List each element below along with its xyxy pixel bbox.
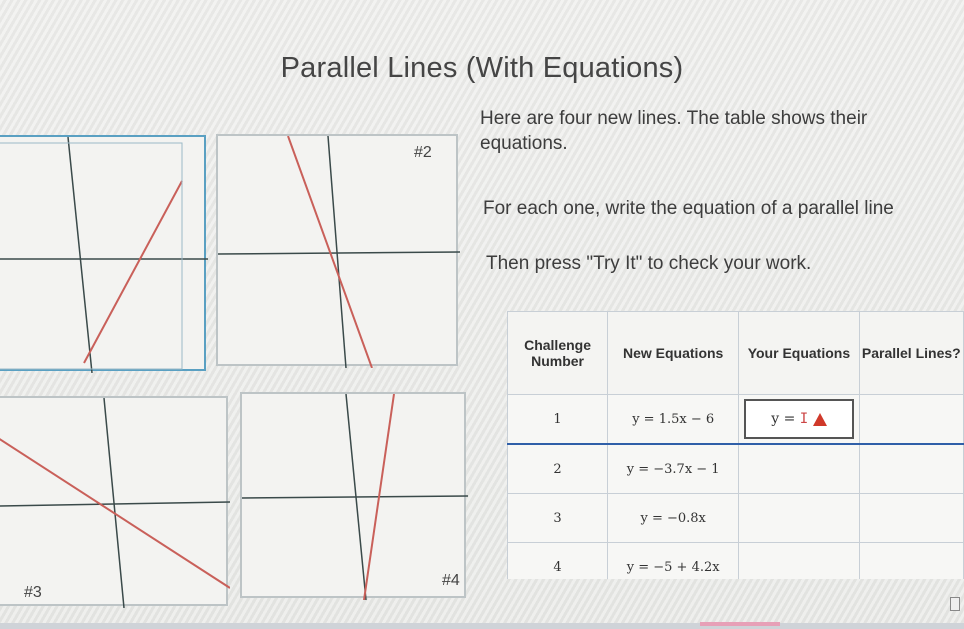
table-row [508,543,964,580]
row-3-equation: y = −0.8x [608,494,739,543]
graph-4-plot [242,394,468,600]
graph-1-y-axis [68,137,92,373]
table-row [508,494,964,543]
graph-3-x-axis [0,502,230,506]
row-3-parallel [859,494,963,543]
row-4-equation: y = −5 + 4.2x [608,543,739,580]
graph-4-x-axis [242,496,468,498]
bottom-bar [0,623,964,629]
instructions [480,100,964,290]
graph-1-inner-frame [0,143,182,369]
row-1-answer-prefix: y = [771,411,796,427]
graph-2-label: #2 [414,144,432,161]
equations-table [507,311,964,579]
header-new-equations: New Equations [608,312,739,395]
text-cursor-icon: I [799,411,809,427]
graph-4 [240,392,466,598]
row-2-number: 2 [508,444,608,494]
row-2-equation: y = −3.7x − 1 [608,444,739,494]
table-row [508,395,964,445]
page-title: Parallel Lines (With Equations) [280,52,684,84]
graph-3-plot [0,398,230,608]
graph-1 [0,135,206,371]
row-1-answer-input[interactable] [744,399,854,439]
row-3-answer-input[interactable] [739,494,859,543]
row-4-answer-input[interactable] [739,543,859,580]
graph-3-line [0,438,230,588]
row-4-parallel [859,543,963,580]
row-2-answer-input[interactable] [739,444,859,494]
row-1-answer-cell [739,395,859,445]
instructions-line-3: For each one, write the equation of a parallel line [483,198,894,219]
graph-4-label: #4 [442,572,460,589]
graph-1-plot [0,137,208,373]
graph-3 [0,396,228,606]
page-icon[interactable] [950,597,960,611]
row-3-number: 3 [508,494,608,543]
row-1-parallel [859,395,963,445]
row-2-parallel [859,444,963,494]
table-header-row [508,312,964,395]
row-1-number: 1 [508,395,608,445]
instructions-line-1: Here are four new lines. The table shows their [480,108,868,129]
header-challenge-number: Challenge Number [508,312,608,395]
instructions-line-4: Then press "Try It" to check your work. [486,253,812,274]
graph-2-x-axis [218,252,460,254]
graph-2 [216,134,458,366]
bottom-accent [700,622,780,626]
table-row [508,444,964,494]
row-1-equation: y = 1.5x − 6 [608,395,739,445]
graph-3-label: #3 [24,584,42,601]
graph-3-y-axis [104,398,124,608]
graph-2-plot [218,136,460,368]
warning-icon: ! [813,413,827,426]
header-parallel-lines: Parallel Lines? [859,312,963,395]
row-4-number: 4 [508,543,608,580]
header-your-equations: Your Equations [739,312,859,395]
graph-1-line [84,181,182,363]
instructions-line-2: equations. [480,133,568,154]
